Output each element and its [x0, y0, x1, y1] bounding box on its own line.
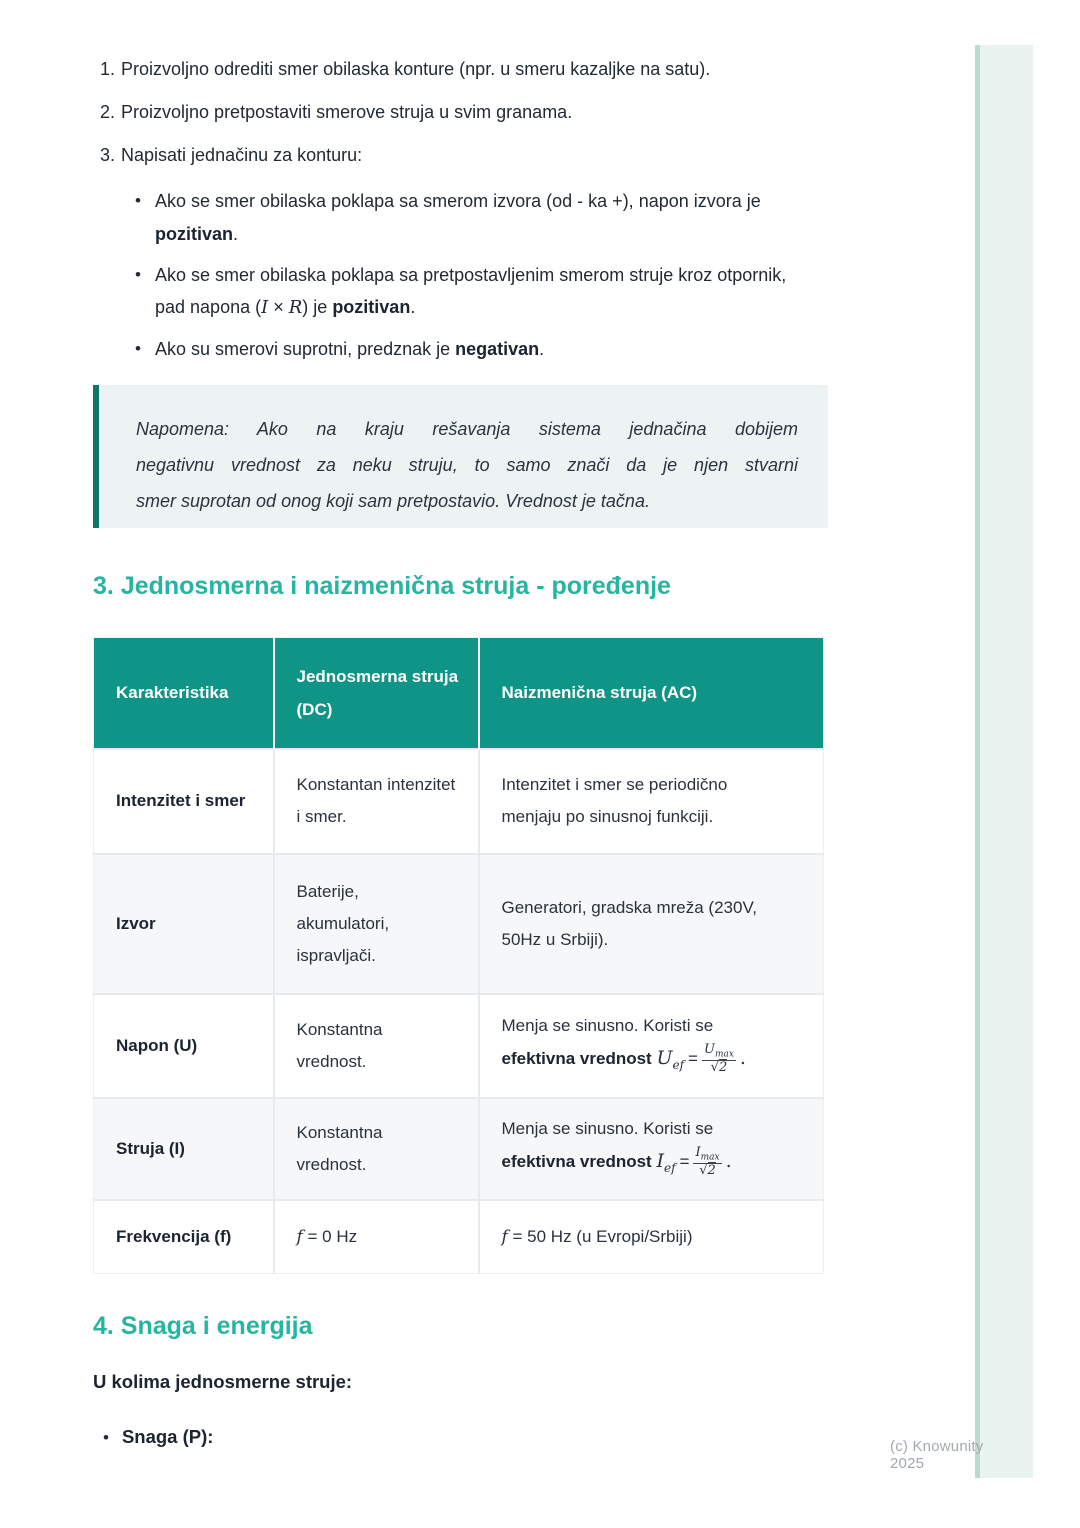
step-number: 3.: [100, 145, 116, 165]
list-item: [135, 259, 795, 324]
section-heading-4: 4. Snaga i energija: [93, 1312, 313, 1340]
bullet-text: Ako se smer obilaska poklapa sa smerom izvora (od - ka +), napon izvora je pozitivan.: [155, 191, 761, 244]
note-line: Napomena: Ako na kraju rešavanja sistema jednačina dobijem: [136, 419, 798, 439]
math-formula: $I_{ef}$ = $\frac{I_{max}}{√2}$ .: [656, 1145, 732, 1179]
ac-cell: f = 50 Hz (u Evropi/Srbiji): [479, 1200, 824, 1274]
feature-cell: Izvor: [94, 854, 274, 994]
dc-cell: f = 0 Hz: [274, 1200, 479, 1274]
list-item: [135, 333, 795, 366]
numbered-step: [100, 56, 812, 82]
table-row: [94, 854, 824, 994]
feature-cell: Frekvencija (f): [94, 1200, 274, 1274]
dc-cell: Baterije, akumulatori, ispravljači.: [274, 854, 479, 994]
section-heading-3: 3. Jednosmerna i naizmenična struja - poređenje: [93, 572, 671, 600]
dc-cell: Konstantna vrednost.: [274, 994, 479, 1098]
note-box: [93, 385, 828, 528]
side-strip: [975, 45, 1033, 1478]
comparison-table: [93, 637, 824, 1274]
dc-cell: Konstantna vrednost.: [274, 1098, 479, 1200]
feature-cell: Struja (I): [94, 1098, 274, 1200]
dc-cell: Konstantan intenzitet i smer.: [274, 749, 479, 854]
bullet-icon: •: [103, 1428, 109, 1447]
list-item: [135, 185, 795, 250]
kirchhoff-steps-block: [100, 56, 812, 375]
bullet-text: Snaga (P):: [121, 1426, 214, 1447]
table-header-cell: Jednosmerna struja (DC): [274, 638, 479, 749]
table-header-cell: Karakteristika: [94, 638, 274, 749]
math-formula: $U_{ef}$ = $\frac{U_{max}}{√2}$ .: [656, 1042, 746, 1076]
step-text: Proizvoljno odrediti smer obilaska konture (npr. u smeru kazaljke na satu).: [121, 59, 711, 79]
table-header-row: [94, 638, 824, 749]
bullet-icon: •: [135, 339, 141, 358]
list-item: [103, 1426, 213, 1448]
step-number: 1.: [100, 59, 116, 79]
bullet-icon: •: [135, 191, 141, 210]
table-row: [94, 1200, 824, 1274]
fraction: $\frac{U_{max}}{√2}$: [703, 1042, 734, 1076]
rules-bullet-list: [135, 185, 812, 366]
table-row: [94, 1098, 824, 1200]
ac-cell: Intenzitet i smer se periodično menjaju po sinusnoj funkciji.: [479, 749, 824, 854]
feature-cell: Intenzitet i smer: [94, 749, 274, 854]
numbered-step: [100, 142, 812, 168]
fraction: $\frac{I_{max}}{√2}$: [695, 1145, 720, 1179]
table-row: [94, 994, 824, 1098]
bullet-text: Ako su smerovi suprotni, predznak je negativan.: [155, 339, 545, 359]
table-row: [94, 749, 824, 854]
watermark: (c) Knowunity 2025: [890, 1438, 984, 1472]
feature-cell: Napon (U): [94, 994, 274, 1098]
numbered-step: [100, 99, 812, 125]
step-number: 2.: [100, 102, 116, 122]
note-line: smer suprotan od onog koji sam pretpostavio. Vrednost je tačna.: [136, 491, 650, 511]
table-header-cell: Naizmenična struja (AC): [479, 638, 824, 749]
ac-cell: Menja se sinusno. Koristi se efektivna vrednost $U_{ef}$ = $\frac{U_{max}}{√2}$ .: [479, 994, 824, 1098]
note-line: negativnu vrednost za neku struju, to samo znači da je njen stvarni: [136, 455, 798, 475]
ac-cell: Menja se sinusno. Koristi se efektivna vrednost $I_{ef}$ = $\frac{I_{max}}{√2}$ .: [479, 1098, 824, 1200]
bullet-text: Ako se smer obilaska poklapa sa pretpostavljenim smerom struje kroz otpornik, pad napona (I × R) je pozitivan.: [155, 265, 787, 318]
step-text: Proizvoljno pretpostaviti smerove struja u svim granama.: [121, 102, 573, 122]
ac-cell: Generatori, gradska mreža (230V, 50Hz u Srbiji).: [479, 854, 824, 994]
section4-intro: U kolima jednosmerne struje:: [93, 1371, 353, 1392]
bullet-icon: •: [135, 265, 141, 284]
step-text: Napisati jednačinu za konturu:: [121, 145, 363, 165]
